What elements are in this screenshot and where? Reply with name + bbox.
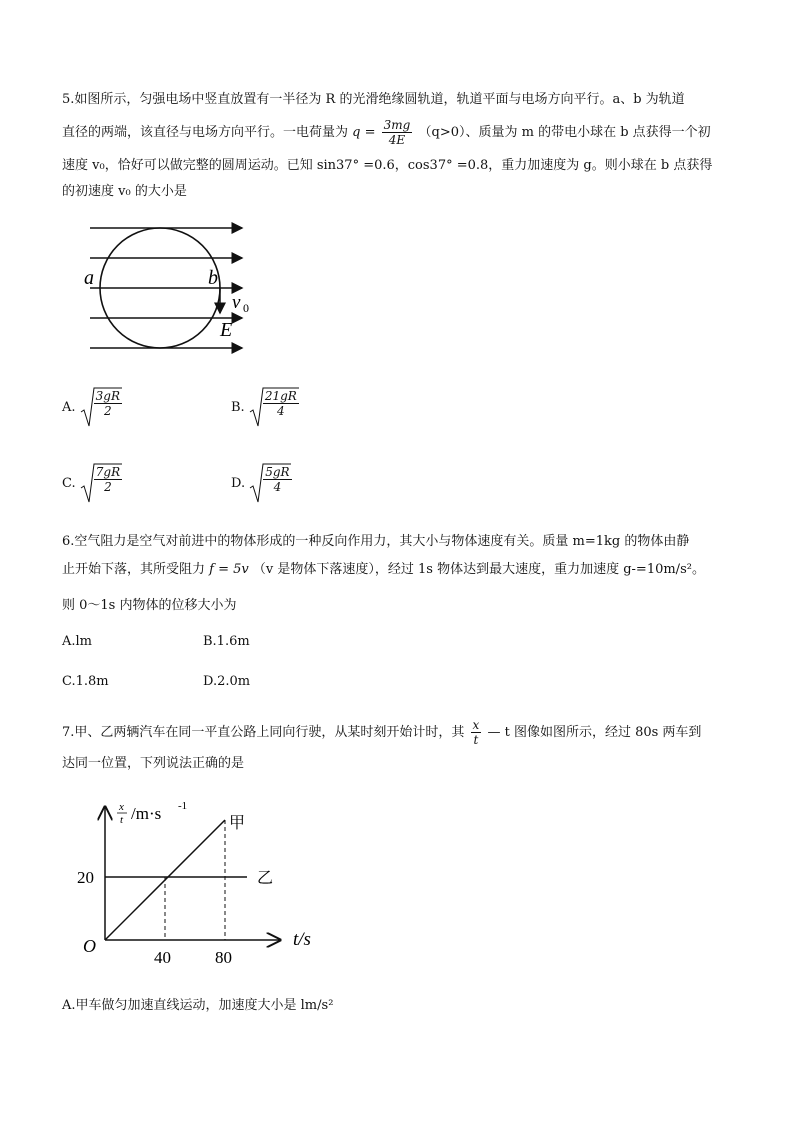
q5-option-a[interactable]: [62, 386, 122, 428]
q6-option-a[interactable]: A.lm: [62, 634, 93, 649]
q5-a-num: 3gR: [95, 389, 121, 403]
origin-label: O: [83, 936, 96, 956]
q5-option-c[interactable]: [62, 462, 122, 504]
q7-line-2: 达同一位置，下列说法正确的是: [62, 756, 245, 771]
x-tick-40: 40: [154, 948, 171, 967]
q5-line-2-a: 直径的两端，该直径与电场方向平行。一电荷量为: [62, 125, 349, 140]
fig-label-E: E: [220, 319, 233, 341]
q5-frac-num: 3mg: [383, 118, 411, 132]
q5-field-figure: [82, 218, 257, 358]
q5-a-den: 2: [104, 404, 112, 418]
q5-charge-fraction: [382, 118, 413, 147]
q5-q-symbol: q =: [352, 125, 376, 140]
q7-line-1-b: — t 图像如图所示，经过 80s 两车到: [487, 725, 702, 740]
q5-option-b[interactable]: [231, 386, 299, 428]
q6-line-3: 则 0～1s 内物体的位移大小为: [62, 598, 237, 613]
q5-d-num: 5gR: [265, 465, 290, 479]
sqrt-icon: [249, 462, 291, 504]
label-yi: 乙: [257, 868, 274, 887]
fig-label-v: v: [232, 292, 241, 313]
q6-force-formula: f = 5v: [209, 562, 249, 577]
y-unit: /m·s: [131, 804, 162, 823]
q7-line-1-a: 7.甲、乙两辆汽车在同一平直公路上同向行驶，从某时刻开始计时，其: [62, 725, 465, 740]
q5-option-b-label: B.: [231, 399, 245, 415]
sqrt-icon: [80, 386, 122, 428]
fig-label-b: b: [208, 267, 218, 289]
q5-line-2: [62, 118, 711, 147]
q6-option-d[interactable]: D.2.0m: [203, 674, 251, 689]
q5-option-d-label: D.: [231, 475, 246, 491]
q6-line-1: 6.空气阻力是空气对前进中的物体形成的一种反向作用力，其大小与物体速度有关。质量 m=1kg 的物体由静: [62, 534, 690, 549]
q5-c-den: 2: [104, 480, 112, 494]
q5-d-den: 4: [273, 480, 282, 494]
q6-line-2-a: 止开始下落，其所受阻力: [62, 562, 206, 577]
q5-b-den: 4: [277, 404, 285, 418]
y-tick-20: 20: [77, 868, 94, 887]
y-unit-sup: -1: [178, 800, 188, 812]
q5-line-1: 5.如图所示，匀强电场中竖直放置有一半径为 R 的光滑绝缘圆轨道，轨道平面与电场方向平行。a、b 为轨道: [62, 92, 685, 107]
x-axis-label: t/s: [293, 929, 311, 950]
y-label-den: t: [120, 814, 124, 826]
sqrt-icon: [249, 386, 299, 428]
q6-line-2: [62, 560, 705, 580]
q5-b-frac: [263, 389, 299, 418]
sqrt-icon: [80, 462, 122, 504]
q7-xt-fraction: [471, 718, 482, 747]
q5-line-2-b: （q>0）、质量为 m 的带电小球在 b 点获得一个初: [418, 125, 711, 140]
q6-option-c[interactable]: C.1.8m: [62, 674, 109, 689]
q5-c-num: 7gR: [95, 465, 121, 479]
label-jia: 甲: [229, 813, 246, 832]
x-tick-80: 80: [215, 948, 232, 967]
q5-option-a-label: A.: [62, 399, 76, 415]
q7-xt-graph: [75, 795, 335, 970]
q5-frac-den: 4E: [388, 133, 406, 147]
q5-a-frac: [94, 389, 122, 418]
fig-label-v-sub: 0: [243, 301, 249, 315]
q6-line-2-b: （v 是物体下落速度），经过 1s 物体达到最大速度，重力加速度 g-=10m/s²。: [252, 562, 705, 577]
y-label-num: x: [119, 801, 124, 813]
q5-line-3: 速度 v₀，恰好可以做完整的圆周运动。已知 sin37° =0.6，cos37° =0.8，重力加速度为 g。则小球在 b 点获得: [62, 158, 713, 173]
q5-option-c-label: C.: [62, 475, 76, 491]
fig-label-a: a: [84, 267, 94, 289]
q5-option-d[interactable]: [231, 462, 291, 504]
q5-d-frac: [263, 465, 291, 494]
q5-c-frac: [94, 465, 122, 494]
q7-line-1: [62, 718, 701, 747]
q7-frac-den: t: [473, 733, 479, 747]
q6-option-b[interactable]: B.1.6m: [203, 634, 250, 649]
q5-line-4: 的初速度 v₀ 的大小是: [62, 184, 187, 199]
q5-b-num: 21gR: [264, 389, 297, 403]
q7-option-a[interactable]: A.甲车做匀加速直线运动，加速度大小是 lm/s²: [62, 998, 334, 1013]
q7-frac-num: x: [472, 718, 480, 732]
